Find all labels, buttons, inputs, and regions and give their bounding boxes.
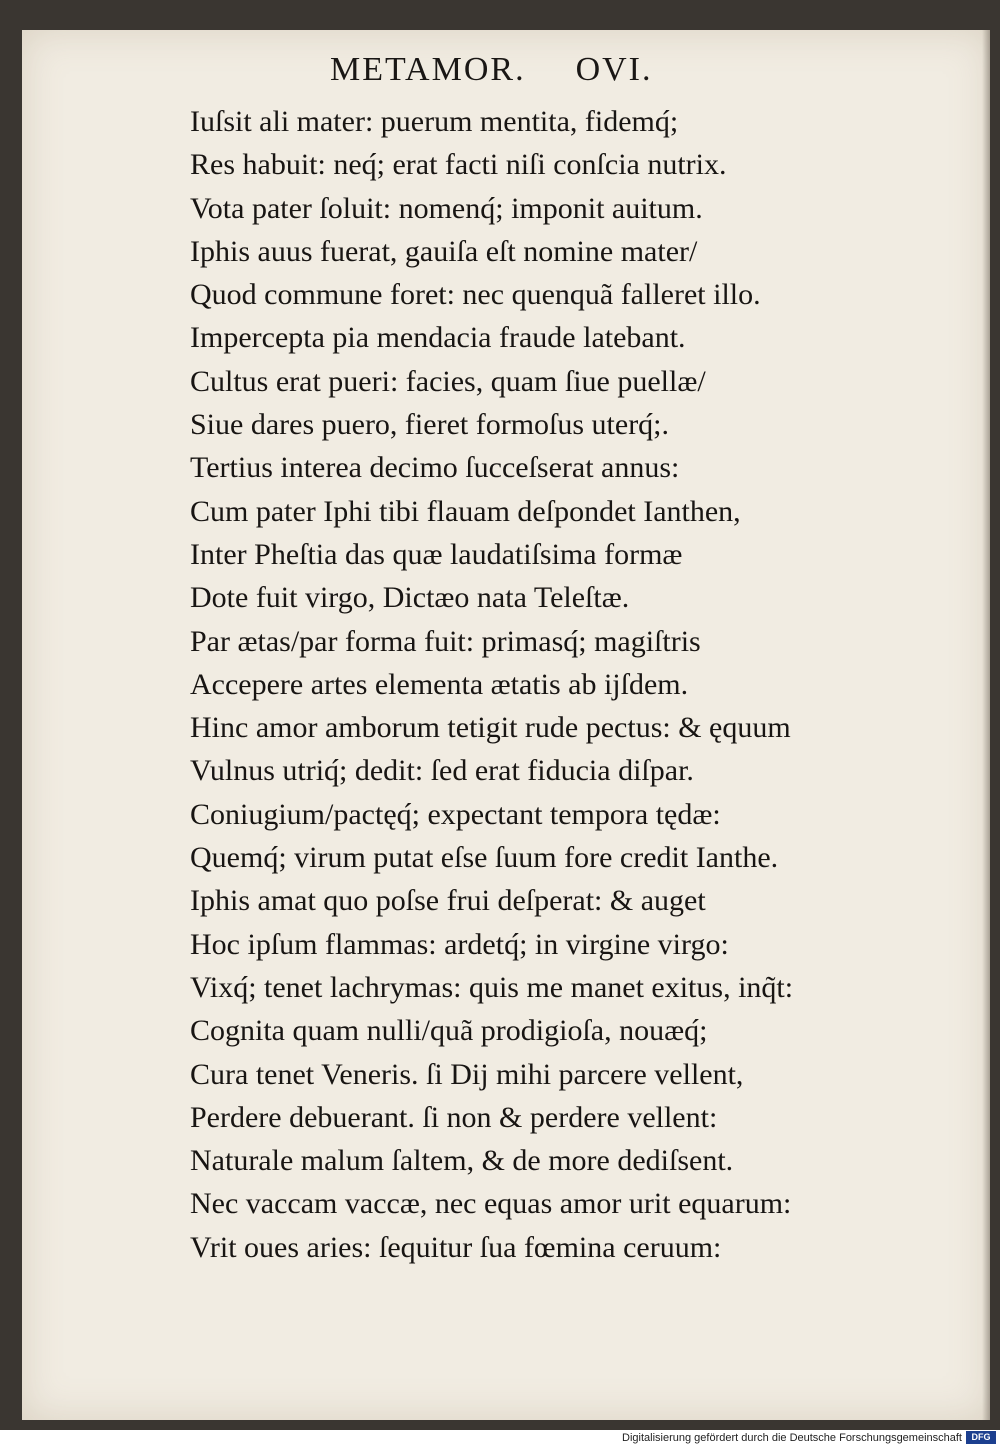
verse-line: Par ætas/par forma fuit: primasq́; magiſtris [190,624,701,658]
verse-text [190,100,793,1269]
page-edge-shadow [982,30,990,1420]
verse-line: Vota pater ſoluit: nomenq́; imponit auitum. [190,191,703,225]
verse-line: Perdere debuerant. ſi non & perdere vellent: [190,1100,718,1134]
verse-line: Inter Pheſtia das quæ laudatiſsima formæ [190,537,683,571]
verse-line: Tertius interea decimo ſucceſserat annus: [190,451,680,485]
verse-line: Hoc ipſum flammas: ardetq́; in virgine virgo: [190,927,729,961]
verse-line: Cognita quam nulli/quã prodigioſa, nouæq́; [190,1014,708,1048]
verse-line: Iphis amat quo poſse frui deſperat: & auget [190,884,706,918]
verse-line: Cultus erat pueri: facies, quam ſiue puellæ/ [190,364,706,398]
running-header-title: METAMOR. [330,51,526,88]
running-header-author: OVI. [575,51,653,88]
verse-line: Hinc amor amborum tetigit rude pectus: & ęquum [190,711,791,745]
funding-credit: Digitalisierung gefördert durch die Deutsche Forschungsgemeinschaft [622,1432,962,1444]
verse-line: Vulnus utriq́; dedit: ſed erat fiducia diſpar. [190,754,694,788]
verse-line: Cum pater Iphi tibi flauam deſpondet Ianthen, [190,494,741,528]
verse-line: Quemq́; virum putat eſse ſuum fore credit Ianthe. [190,841,779,875]
running-header [330,51,690,89]
verse-line: Dote fuit virgo, Dictæo nata Teleſtæ. [190,581,630,615]
digitization-footer [0,1430,1000,1446]
verse-line: Cura tenet Veneris. ſi Dij mihi parcere vellent, [190,1057,744,1091]
verse-line: Res habuit: neq́; erat facti niſi conſcia nutrix. [190,148,727,182]
verse-line: Nec vaccam vaccæ, nec equas amor urit equarum: [190,1187,792,1221]
verse-line: Naturale malum ſaltem, & de more dediſsent. [190,1144,734,1178]
verse-line: Vrit oues aries: ſequitur ſua fœmina ceruum: [190,1230,722,1264]
verse-line: Vixq́; tenet lachrymas: quis me manet exitus, inq̃t: [190,970,794,1004]
dfg-logo: DFG [966,1431,996,1444]
verse-line: Iuſsit ali mater: puerum mentita, fidemq́; [190,105,679,138]
verse-line: Iphis auus fuerat, gauiſa eſt nomine mater/ [190,234,698,268]
verse-line: Impercepta pia mendacia fraude latebant. [190,321,686,355]
verse-line: Coniugium/pactęq́; expectant tempora tędæ: [190,797,721,831]
verse-line: Siue dares puero, fieret formoſus uterq́;. [190,408,670,442]
verse-line: Quod commune foret: nec quenquã falleret illo. [190,278,761,312]
verse-line: Accepere artes elementa ætatis ab ijſdem. [190,667,689,701]
